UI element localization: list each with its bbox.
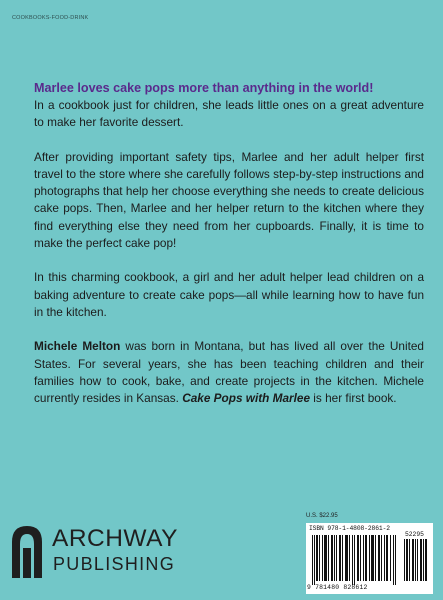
ean-barcode-bars bbox=[312, 535, 402, 585]
category-label: COOKBOOKS-FOOD-DRINK bbox=[12, 15, 89, 21]
publisher-logo bbox=[10, 522, 210, 582]
addon-code: 52295 bbox=[405, 531, 424, 538]
author-bio bbox=[34, 338, 424, 407]
bio-text-2: is her first book. bbox=[310, 391, 397, 406]
headline: Marlee loves cake pops more than anything in the world! bbox=[34, 81, 374, 95]
publisher-name-line2: PUBLISHING bbox=[53, 554, 176, 574]
paragraph-intro: In a cookbook just for children, she leads little ones on a great adventure to make her favorite dessert. bbox=[34, 98, 424, 130]
publisher-name-line1: ARCHWAY bbox=[52, 525, 178, 552]
book-title: Cake Pops with Marlee bbox=[182, 391, 311, 406]
back-cover-text bbox=[34, 80, 424, 424]
archway-logo-icon bbox=[10, 524, 44, 578]
bio-text-1: was born in Montana, but has lived all over the United States. For several years, she has been teaching children and their families how to cook, bake, and create projects in the kitchen. Michele currently resides in Kansas. bbox=[34, 339, 424, 406]
isbn-text: ISBN 978-1-4808-2861-2 bbox=[309, 525, 390, 532]
paragraph-summary: In this charming cookbook, a girl and her adult helper lead children on a baking adventure to create cake pops—all while learning how to have fun in the kitchen. bbox=[34, 270, 424, 319]
price-label: U.S. $22.95 bbox=[306, 513, 338, 519]
ean-digits: 9 781480 828612 bbox=[307, 584, 368, 591]
addon-barcode-bars bbox=[404, 539, 428, 581]
barcode bbox=[306, 523, 433, 594]
author-name: Michele Melton bbox=[34, 339, 121, 354]
paragraph-story: After providing important safety tips, Marlee and her adult helper first travel to the store where she carefully follows step-by-step instructions and photographs that help her choose everything she needs to create delicious cake pops. Then, Marlee and her helper return to the kitchen where they find everything else they need from her cupboards. Finally, it is time to make the perfect cake pop! bbox=[34, 149, 424, 251]
